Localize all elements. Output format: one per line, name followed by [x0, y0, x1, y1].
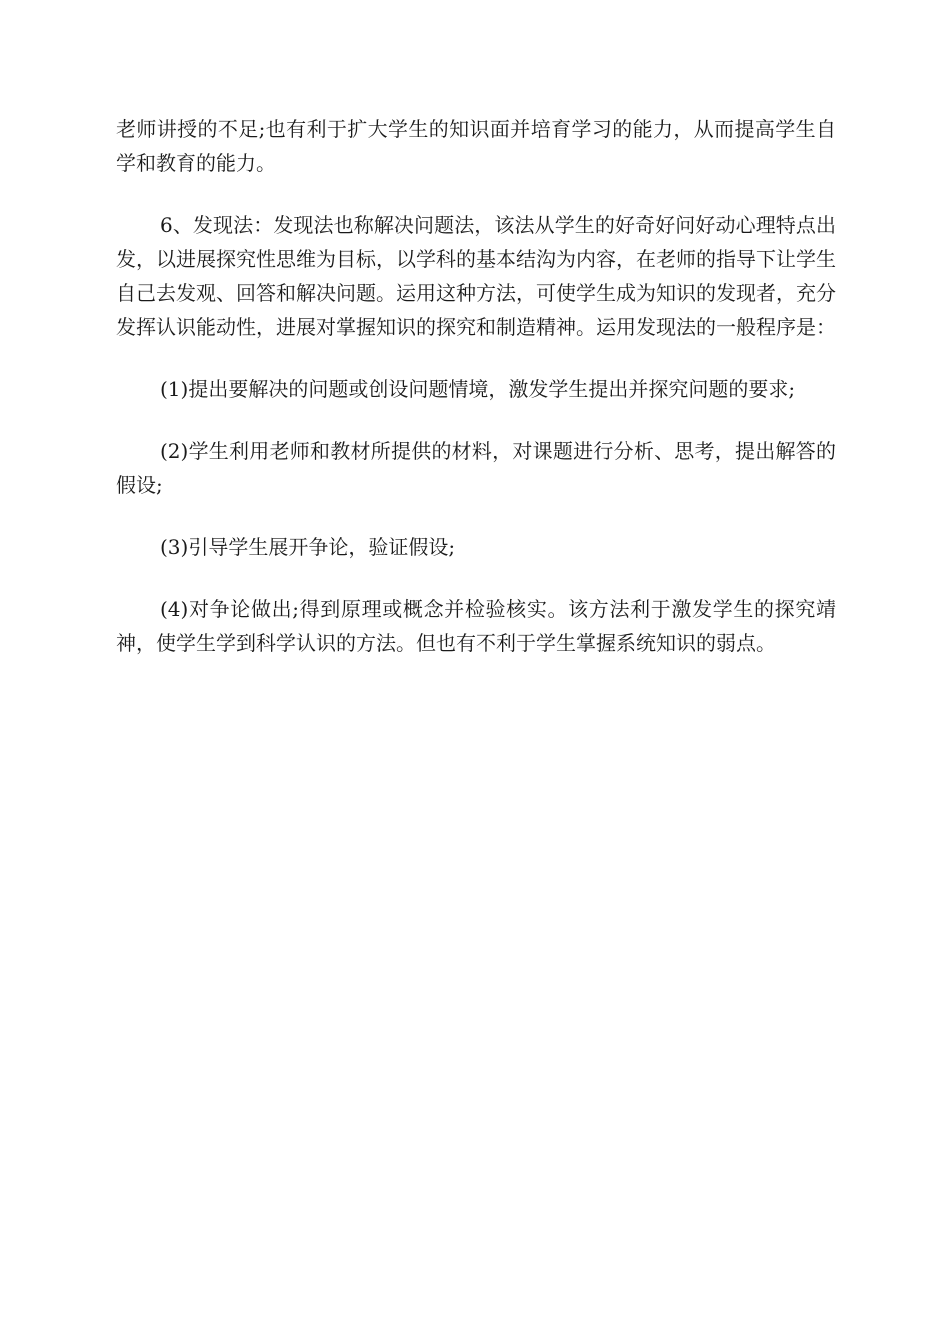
paragraph-step-4: (4)对争论做出;得到原理或概念并检验核实。该方法利于激发学生的探究靖神，使学生学到科学认识的方法。但也有不利于学生掌握系统知识的弱点。: [116, 597, 836, 655]
paragraph-discovery-method: 6、发现法：发现法也称解决问题法，该法从学生的好奇好问好动心理特点出发，以进展探究性思维为目标，以学科的基本结沟为内容，在老师的指导下让学生自己去发观、回答和解决问题。运用这种方法，可使学生成为知识的发现者，充分发挥认识能动性，进展对掌握知识的探究和制造精神。运用发现法的一般程序是：: [116, 213, 836, 339]
paragraph-step-3: (3)引导学生展开争论，验证假设;: [160, 535, 456, 559]
paragraph-continuation: 老师讲授的不足;也有利于扩大学生的知识面并培育学习的能力，从而提高学生自学和教育的能力。: [116, 117, 836, 175]
paragraph-step-1: (1)提出要解决的问题或创设问题情境，激发学生提出并探究问题的要求;: [160, 377, 796, 401]
paragraph-step-2: (2)学生利用老师和教材所提供的材料，对课题进行分析、思考，提出解答的假设;: [116, 439, 836, 497]
document-body: [116, 112, 836, 660]
